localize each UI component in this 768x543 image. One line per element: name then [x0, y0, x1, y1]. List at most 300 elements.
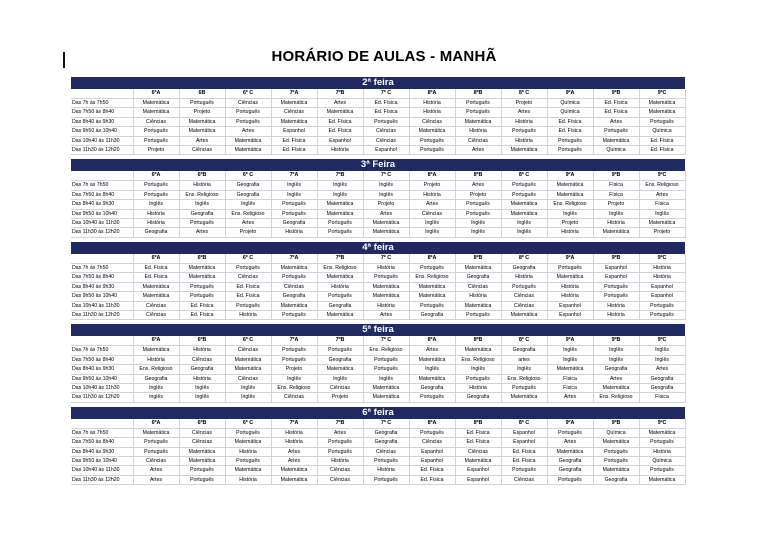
- subject-cell: História: [225, 475, 271, 484]
- class-header: 7ºB: [317, 171, 363, 181]
- subject-cell: Geografia: [317, 301, 363, 310]
- subject-cell: Ed. Física: [225, 282, 271, 291]
- table-row: [71, 346, 685, 355]
- subject-cell: Ciências: [133, 456, 179, 465]
- subject-cell: Matemática: [409, 292, 455, 301]
- subject-cell: Espanhol: [639, 282, 685, 291]
- subject-cell: Projeto: [409, 181, 455, 190]
- table-row: [71, 301, 685, 310]
- subject-cell: História: [547, 228, 593, 237]
- subject-cell: Projeto: [133, 146, 179, 155]
- subject-cell: Português: [225, 301, 271, 310]
- subject-cell: História: [271, 428, 317, 437]
- subject-cell: Português: [363, 273, 409, 282]
- subject-cell: Ciências: [317, 466, 363, 475]
- table-row: [71, 447, 685, 456]
- subject-cell: Geografia: [639, 383, 685, 392]
- subject-cell: Português: [225, 456, 271, 465]
- subject-cell: Português: [593, 282, 639, 291]
- table-row: [71, 117, 685, 126]
- subject-cell: Matemática: [501, 393, 547, 402]
- table-row: [71, 99, 685, 108]
- class-header: 9ºA: [547, 171, 593, 181]
- subject-cell: Matemática: [179, 263, 225, 272]
- subject-cell: Ed. Física: [639, 136, 685, 145]
- subject-cell: Português: [271, 200, 317, 209]
- subject-cell: História: [639, 447, 685, 456]
- subject-cell: Ciências: [455, 136, 501, 145]
- subject-cell: Matemática: [455, 263, 501, 272]
- class-header: 6ºB: [179, 254, 225, 264]
- subject-cell: Artes: [317, 99, 363, 108]
- subject-cell: Artes: [133, 475, 179, 484]
- class-header: 7ºB: [317, 336, 363, 346]
- time-slot: Das 11h30 às 12h20: [71, 393, 133, 402]
- subject-cell: Geografia: [179, 209, 225, 218]
- subject-cell: Artes: [363, 209, 409, 218]
- subject-cell: História: [179, 346, 225, 355]
- table-row: [71, 209, 685, 218]
- class-header: 7º C: [363, 89, 409, 99]
- subject-cell: Português: [363, 365, 409, 374]
- subject-cell: Português: [409, 301, 455, 310]
- subject-cell: Geografia: [271, 219, 317, 228]
- subject-cell: Geografia: [547, 466, 593, 475]
- subject-cell: Ciências: [409, 438, 455, 447]
- table-row: [71, 181, 685, 190]
- subject-cell: Inglês: [271, 190, 317, 199]
- class-header: 9ºB: [593, 336, 639, 346]
- class-header: 6ºA: [133, 254, 179, 264]
- subject-cell: Inglês: [409, 365, 455, 374]
- subject-cell: Português: [409, 146, 455, 155]
- subject-cell: Português: [133, 181, 179, 190]
- subject-cell: Ed. Física: [409, 475, 455, 484]
- subject-cell: Ciências: [271, 108, 317, 117]
- subject-cell: Inglês: [455, 228, 501, 237]
- subject-cell: Matemática: [409, 355, 455, 364]
- subject-cell: Inglês: [501, 219, 547, 228]
- subject-cell: Matemática: [409, 374, 455, 383]
- subject-cell: História: [363, 301, 409, 310]
- class-header: 9ºA: [547, 336, 593, 346]
- table-row: [71, 365, 685, 374]
- subject-cell: Português: [133, 438, 179, 447]
- subject-cell: Português: [409, 428, 455, 437]
- class-header-row: [71, 254, 685, 264]
- subject-cell: Matemática: [179, 447, 225, 456]
- subject-cell: Artes: [271, 447, 317, 456]
- table-row: [71, 466, 685, 475]
- subject-cell: Português: [501, 190, 547, 199]
- subject-cell: Português: [363, 475, 409, 484]
- subject-cell: Ciências: [271, 393, 317, 402]
- table-row: [71, 310, 685, 319]
- subject-cell: Matemática: [501, 310, 547, 319]
- subject-cell: Artes: [409, 346, 455, 355]
- subject-cell: Espanhol: [271, 127, 317, 136]
- subject-cell: Matemática: [133, 108, 179, 117]
- class-header: 6ºA: [133, 89, 179, 99]
- subject-cell: Português: [363, 117, 409, 126]
- subject-cell: Matemática: [133, 428, 179, 437]
- subject-cell: Matemática: [225, 136, 271, 145]
- subject-cell: Português: [639, 466, 685, 475]
- subject-cell: Artes: [639, 190, 685, 199]
- subject-cell: Ens. Religioso: [133, 365, 179, 374]
- table-row: [71, 127, 685, 136]
- subject-cell: Matemática: [363, 282, 409, 291]
- subject-cell: História: [317, 456, 363, 465]
- day-table: [71, 254, 686, 320]
- table-row: [71, 219, 685, 228]
- subject-cell: Projeto: [179, 108, 225, 117]
- subject-cell: Espanhol: [593, 263, 639, 272]
- subject-cell: Inglês: [225, 383, 271, 392]
- subject-cell: Inglês: [501, 365, 547, 374]
- subject-cell: Português: [179, 282, 225, 291]
- subject-cell: Matemática: [593, 466, 639, 475]
- subject-cell: Espanhol: [547, 301, 593, 310]
- subject-cell: Ens. Religioso: [409, 273, 455, 282]
- subject-cell: Português: [547, 428, 593, 437]
- subject-cell: Artes: [639, 365, 685, 374]
- table-row: [71, 292, 685, 301]
- subject-cell: Matemática: [455, 456, 501, 465]
- subject-cell: Ciências: [179, 438, 225, 447]
- subject-cell: Ed. Física: [225, 292, 271, 301]
- subject-cell: Matemática: [271, 263, 317, 272]
- day-header: 5ª feira: [71, 324, 685, 336]
- subject-cell: Espanhol: [639, 292, 685, 301]
- class-header: 7º C: [363, 419, 409, 429]
- subject-cell: Ciências: [363, 136, 409, 145]
- subject-cell: Ed. Física: [133, 263, 179, 272]
- class-header: 7ºB: [317, 89, 363, 99]
- table-row: [71, 383, 685, 392]
- subject-cell: História: [501, 136, 547, 145]
- subject-cell: Ed. Física: [501, 456, 547, 465]
- class-header-row: [71, 171, 685, 181]
- class-header: 8ºB: [455, 171, 501, 181]
- subject-cell: Física: [639, 393, 685, 402]
- subject-cell: Física: [639, 200, 685, 209]
- subject-cell: Ens. Religioso: [225, 209, 271, 218]
- subject-cell: Ed. Física: [547, 127, 593, 136]
- subject-cell: Ed. Física: [363, 108, 409, 117]
- subject-cell: Português: [593, 456, 639, 465]
- subject-cell: Português: [501, 282, 547, 291]
- subject-cell: Matemática: [547, 447, 593, 456]
- subject-cell: Química: [639, 127, 685, 136]
- subject-cell: Ciências: [409, 117, 455, 126]
- subject-cell: Ciências: [409, 209, 455, 218]
- class-header: 9ºC: [639, 89, 685, 99]
- subject-cell: Matemática: [639, 219, 685, 228]
- time-slot: Das 11h30 às 12h20: [71, 310, 133, 319]
- day-header: 2ª feira: [71, 77, 685, 89]
- subject-cell: Ed. Física: [179, 310, 225, 319]
- subject-cell: Inglês: [455, 365, 501, 374]
- subject-cell: História: [639, 263, 685, 272]
- class-header: 8ºB: [455, 254, 501, 264]
- subject-cell: História: [409, 190, 455, 199]
- subject-cell: Espanhol: [501, 428, 547, 437]
- subject-cell: Matemática: [225, 365, 271, 374]
- subject-cell: Inglês: [317, 374, 363, 383]
- time-slot: Das 7h às 7h50: [71, 428, 133, 437]
- subject-cell: Português: [593, 127, 639, 136]
- class-header: 6º C: [225, 254, 271, 264]
- subject-cell: Química: [547, 99, 593, 108]
- subject-cell: Português: [271, 310, 317, 319]
- time-slot: Das 8h40 às 9h30: [71, 365, 133, 374]
- class-header: 7º C: [363, 336, 409, 346]
- subject-cell: Artes: [179, 228, 225, 237]
- class-header: 9ºC: [639, 419, 685, 429]
- corner-cell: [71, 89, 133, 99]
- subject-cell: História: [409, 99, 455, 108]
- class-header-row: [71, 419, 685, 429]
- subject-cell: Português: [317, 219, 363, 228]
- subject-cell: Ed. Física: [271, 136, 317, 145]
- subject-cell: Geografia: [501, 346, 547, 355]
- day-block: [71, 77, 685, 155]
- subject-cell: Ciências: [225, 374, 271, 383]
- subject-cell: Português: [317, 447, 363, 456]
- class-header: 8º C: [501, 254, 547, 264]
- class-header: 6ºA: [133, 171, 179, 181]
- subject-cell: Matemática: [639, 475, 685, 484]
- subject-cell: Artes: [225, 219, 271, 228]
- subject-cell: Ciências: [225, 346, 271, 355]
- class-header: 7ºB: [317, 254, 363, 264]
- subject-cell: Inglês: [179, 383, 225, 392]
- subject-cell: Português: [639, 310, 685, 319]
- subject-cell: Matemática: [409, 282, 455, 291]
- subject-cell: Artes: [225, 127, 271, 136]
- day-block: [71, 242, 685, 320]
- subject-cell: Matemática: [225, 438, 271, 447]
- class-header: 8ºA: [409, 419, 455, 429]
- subject-cell: Português: [317, 292, 363, 301]
- subject-cell: Ed. Física: [271, 146, 317, 155]
- table-row: [71, 273, 685, 282]
- subject-cell: Português: [179, 475, 225, 484]
- class-header-row: [71, 89, 685, 99]
- subject-cell: Matemática: [133, 346, 179, 355]
- subject-cell: Matemática: [179, 127, 225, 136]
- subject-cell: Português: [409, 393, 455, 402]
- class-header: 6ºA: [133, 336, 179, 346]
- time-slot: Das 9h50 às 10h40: [71, 374, 133, 383]
- subject-cell: História: [455, 383, 501, 392]
- class-header: 9ºB: [593, 89, 639, 99]
- subject-cell: Artes: [271, 456, 317, 465]
- subject-cell: História: [363, 466, 409, 475]
- subject-cell: Português: [179, 292, 225, 301]
- class-header: 6ºB: [179, 171, 225, 181]
- subject-cell: Português: [593, 292, 639, 301]
- time-slot: Das 9h50 às 10h40: [71, 456, 133, 465]
- subject-cell: Ed. Física: [317, 127, 363, 136]
- subject-cell: Português: [455, 200, 501, 209]
- class-header: 6º C: [225, 89, 271, 99]
- time-slot: Das 8h40 às 9h30: [71, 282, 133, 291]
- table-row: [71, 438, 685, 447]
- class-header-row: [71, 336, 685, 346]
- subject-cell: Inglês: [639, 346, 685, 355]
- subject-cell: Português: [455, 310, 501, 319]
- class-header: 7ºA: [271, 89, 317, 99]
- subject-cell: Português: [639, 117, 685, 126]
- class-header: 7ºA: [271, 171, 317, 181]
- subject-cell: Química: [547, 108, 593, 117]
- subject-cell: Geografia: [455, 393, 501, 402]
- subject-cell: Matemática: [317, 310, 363, 319]
- class-header: 8ºA: [409, 254, 455, 264]
- day-table: [71, 419, 686, 485]
- subject-cell: Português: [271, 273, 317, 282]
- subject-cell: Ciências: [363, 447, 409, 456]
- subject-cell: Ed. Física: [179, 301, 225, 310]
- subject-cell: Geografia: [363, 428, 409, 437]
- subject-cell: Português: [133, 127, 179, 136]
- subject-cell: Ciências: [133, 117, 179, 126]
- subject-cell: Artes: [455, 146, 501, 155]
- subject-cell: Ed. Física: [409, 466, 455, 475]
- subject-cell: História: [547, 292, 593, 301]
- subject-cell: Ens. Religioso: [593, 393, 639, 402]
- subject-cell: Ciências: [179, 428, 225, 437]
- subject-cell: Matemática: [593, 228, 639, 237]
- class-header: 8ºA: [409, 89, 455, 99]
- subject-cell: Ed. Física: [547, 117, 593, 126]
- subject-cell: Ens. Religioso: [455, 355, 501, 364]
- class-header: 9ºB: [593, 171, 639, 181]
- table-row: [71, 475, 685, 484]
- subject-cell: Português: [455, 374, 501, 383]
- time-slot: Das 7h50 às 8h40: [71, 190, 133, 199]
- subject-cell: Projeto: [363, 200, 409, 209]
- day-block: [71, 407, 685, 485]
- subject-cell: Matemática: [547, 365, 593, 374]
- subject-cell: Física: [547, 383, 593, 392]
- subject-cell: Matemática: [271, 99, 317, 108]
- subject-cell: História: [225, 310, 271, 319]
- class-header: 9ºA: [547, 419, 593, 429]
- subject-cell: Geografia: [317, 355, 363, 364]
- subject-cell: História: [593, 219, 639, 228]
- subject-cell: História: [179, 181, 225, 190]
- time-slot: Das 10h40 às 11h30: [71, 466, 133, 475]
- subject-cell: História: [501, 117, 547, 126]
- subject-cell: Artes: [547, 393, 593, 402]
- subject-cell: Ed. Física: [593, 108, 639, 117]
- time-slot: Das 7h50 às 8h40: [71, 273, 133, 282]
- subject-cell: Português: [547, 136, 593, 145]
- subject-cell: História: [179, 374, 225, 383]
- subject-cell: Geografia: [409, 310, 455, 319]
- class-header: 6º C: [225, 336, 271, 346]
- schedule-grid: [71, 77, 685, 489]
- subject-cell: Português: [133, 136, 179, 145]
- subject-cell: Ciências: [501, 475, 547, 484]
- subject-cell: Projeto: [547, 219, 593, 228]
- subject-cell: Inglês: [317, 190, 363, 199]
- day-header: 3ª Feira: [71, 159, 685, 171]
- subject-cell: Português: [501, 466, 547, 475]
- class-header: 8ºB: [455, 89, 501, 99]
- subject-cell: Química: [639, 456, 685, 465]
- time-slot: Das 11h30 às 12h20: [71, 228, 133, 237]
- subject-cell: Ciências: [133, 301, 179, 310]
- subject-cell: Artes: [455, 181, 501, 190]
- subject-cell: História: [455, 127, 501, 136]
- subject-cell: Geografia: [133, 374, 179, 383]
- subject-cell: Química: [593, 146, 639, 155]
- subject-cell: Ens. Religioso: [639, 181, 685, 190]
- class-header: 9ºB: [593, 254, 639, 264]
- subject-cell: História: [363, 263, 409, 272]
- time-slot: Das 10h40 às 11h30: [71, 383, 133, 392]
- subject-cell: Inglês: [225, 393, 271, 402]
- subject-cell: Matemática: [225, 146, 271, 155]
- subject-cell: Inglês: [409, 219, 455, 228]
- day-table: [71, 336, 686, 402]
- day-table: [71, 89, 686, 155]
- time-slot: Das 10h40 às 11h30: [71, 301, 133, 310]
- subject-cell: Matemática: [455, 346, 501, 355]
- subject-cell: Geografia: [501, 263, 547, 272]
- subject-cell: Português: [271, 209, 317, 218]
- subject-cell: Ciências: [501, 292, 547, 301]
- class-header: 9ºC: [639, 254, 685, 264]
- subject-cell: Artes: [501, 108, 547, 117]
- corner-cell: [71, 419, 133, 429]
- table-row: [71, 228, 685, 237]
- subject-cell: Espanhol: [501, 438, 547, 447]
- subject-cell: Matemática: [363, 228, 409, 237]
- subject-cell: Matemática: [179, 117, 225, 126]
- subject-cell: Matemática: [501, 209, 547, 218]
- subject-cell: Ciências: [363, 127, 409, 136]
- subject-cell: Artes: [547, 438, 593, 447]
- subject-cell: Geografia: [593, 475, 639, 484]
- subject-cell: Inglês: [225, 200, 271, 209]
- subject-cell: Química: [593, 428, 639, 437]
- subject-cell: Inglês: [455, 219, 501, 228]
- class-header: 7ºA: [271, 336, 317, 346]
- subject-cell: Inglês: [363, 181, 409, 190]
- subject-cell: Português: [547, 475, 593, 484]
- subject-cell: Inglês: [593, 355, 639, 364]
- subject-cell: Matemática: [317, 365, 363, 374]
- class-header: 9ºA: [547, 89, 593, 99]
- subject-cell: Ciências: [455, 447, 501, 456]
- subject-cell: Inglês: [271, 181, 317, 190]
- subject-cell: Ciências: [225, 99, 271, 108]
- subject-cell: Ed. Física: [593, 99, 639, 108]
- subject-cell: Português: [455, 209, 501, 218]
- subject-cell: Matemática: [317, 108, 363, 117]
- subject-cell: Inglês: [593, 209, 639, 218]
- subject-cell: Matemática: [363, 393, 409, 402]
- time-slot: Das 8h40 às 9h30: [71, 200, 133, 209]
- subject-cell: Português: [317, 228, 363, 237]
- subject-cell: Português: [133, 190, 179, 199]
- class-header: 8ºB: [455, 336, 501, 346]
